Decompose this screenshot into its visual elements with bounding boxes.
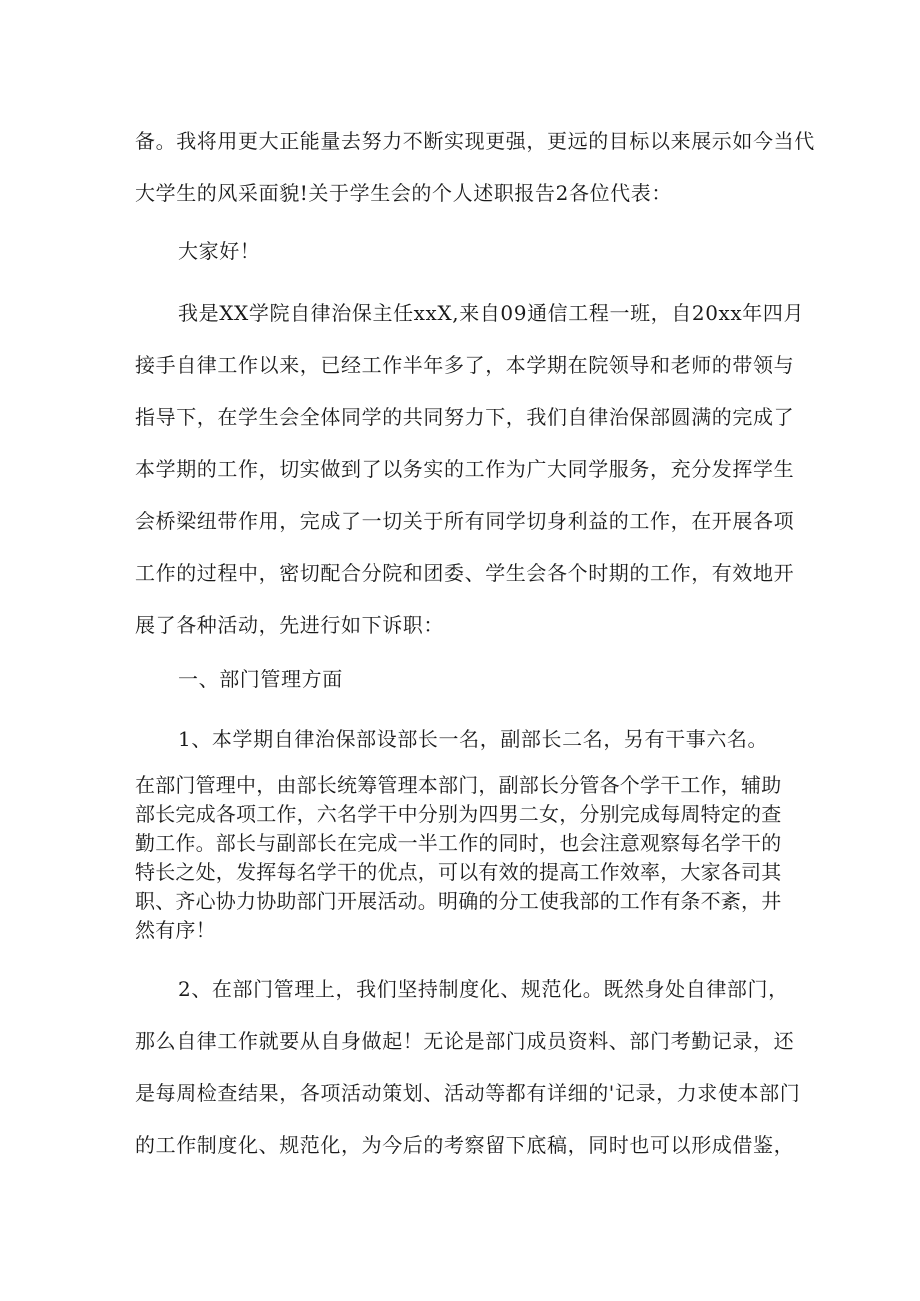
text-line: 2、在部门管理上，我们坚持制度化、规范化。既然身处自律部门， (178, 977, 789, 1001)
text-line: 我是XX学院自律治保主任xxX,来自09通信工程一班，自20xx年四月 (178, 301, 805, 325)
text-line: 在部门管理中，由部长统筹管理本部门，副部长分管各个学干工作，辅助 (135, 773, 782, 797)
section-heading: 一、部门管理方面 (178, 667, 343, 691)
text-line: 那么自律工作就要从自身做起！无论是部门成员资料、部门考勤记录，还 (135, 1029, 795, 1053)
text-line: 部长完成各项工作，六名学干中分别为四男二女，分别完成每周特定的查 (135, 802, 782, 826)
text-line: 职、齐心协力协助部门开展活动。明确的分工使我部的工作有条不紊，井 (135, 889, 782, 913)
text-line: 备。我将用更大正能量去努力不断实现更强，更远的目标以来展示如今当代 (135, 129, 815, 153)
text-line: 工作的过程中，密切配合分院和团委、学生会各个时期的工作，有效地开 (135, 561, 795, 585)
text-line: 接手自律工作以来，已经工作半年多了，本学期在院领导和老师的带领与 (135, 353, 795, 377)
text-line: 然有序！ (135, 918, 216, 942)
text-line: 的工作制度化、规范化，为今后的考察留下底稿，同时也可以形成借鉴， (135, 1133, 795, 1157)
text-line: 本学期的工作，切实做到了以务实的工作为广大同学服务，充分发挥学生 (135, 457, 795, 481)
text-line: 展了各种活动，先进行如下诉职： (135, 613, 444, 637)
greeting: 大家好！ (178, 239, 261, 263)
text-line: 特长之处，发挥每名学干的优点，可以有效的提高工作效率，大家各司其 (135, 860, 782, 884)
text-line: 大学生的风采面貌!关于学生会的个人述职报告2各位代表： (135, 181, 672, 205)
text-line: 是每周检查结果，各项活动策划、活动等都有详细的'记录，力求使本部门 (135, 1081, 801, 1105)
text-line: 勤工作。部长与副部长在完成一半工作的同时，也会注意观察每名学干的 (135, 831, 782, 855)
list-item: 1、本学期自律治保部设部长一名，副部长二名，另有干事六名。 (178, 727, 769, 751)
text-line: 指导下，在学生会全体同学的共同努力下，我们自律治保部圆满的完成了 (135, 405, 795, 429)
text-line: 会桥梁纽带作用，完成了一切关于所有同学切身利益的工作，在开展各项 (135, 509, 795, 533)
